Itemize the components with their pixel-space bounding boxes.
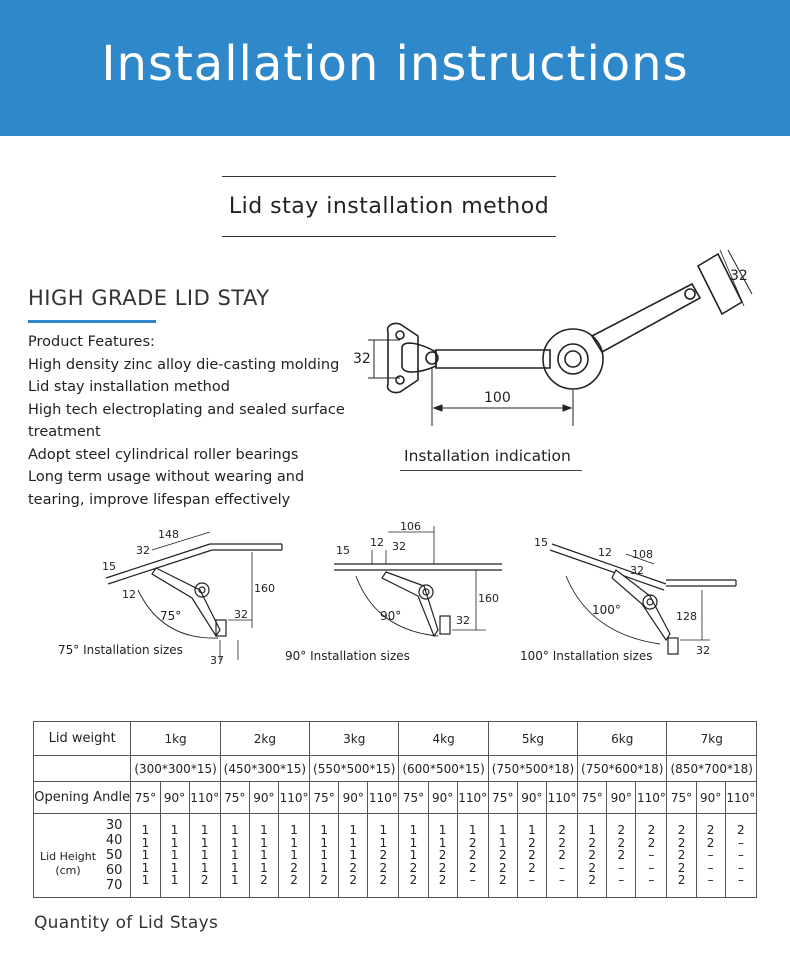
quantity-value: 2 [617,848,626,863]
height-value: 40 [105,832,123,848]
quantity-value: 2 [200,873,209,888]
quantity-value: 1 [499,835,507,850]
quantity-value: – [737,848,744,863]
quantity-value: 1 [438,823,447,838]
dimension-label: 37 [210,654,224,667]
roller-inner [558,344,588,374]
quantity-value: 1 [200,835,209,850]
quantity-stack [429,824,457,886]
quantity-value: 2 [379,848,388,863]
dimension-label: 148 [158,528,179,541]
screw-hole [396,376,404,384]
dims-cell: (750*500*18) [488,756,577,782]
quantity-cell [636,814,667,898]
angle-cell: 75° [578,782,607,814]
quantity-value: 2 [499,873,507,888]
quantity-value: 1 [349,823,358,838]
angle-cell: 75° [131,782,160,814]
quantity-value: – [737,835,744,850]
feature-item: Adopt steel cylindrical roller bearings [28,446,299,463]
quantity-stack [578,824,606,886]
product-heading: HIGH GRADE LID STAY [28,286,270,310]
dimension-label: 15 [336,544,350,557]
angle-cell: 90° [517,782,546,814]
quantity-value: 2 [677,860,686,875]
quantity-value: 1 [320,848,328,863]
quantity-stack [726,824,756,886]
upper-arm [592,284,700,352]
quantity-stack [607,824,635,886]
angle-cell: 110° [546,782,577,814]
quantity-value: 1 [230,873,239,888]
height-value: 60 [105,862,123,878]
quantity-value: – [618,860,625,875]
footer-caption: Quantity of Lid Stays [34,913,219,933]
angle-cell: 90° [696,782,725,814]
quantity-value: 1 [230,823,239,838]
dimension-label: 15 [534,536,548,549]
quantity-cell [399,814,428,898]
quantity-value: 2 [438,860,447,875]
divider [400,470,582,471]
installation-size-label: 100° Installation sizes [520,649,653,663]
quantity-value: 1 [409,848,418,863]
quantity-value: 1 [588,823,596,838]
quantity-value: 1 [170,823,179,838]
angle-label: 75° [160,609,182,623]
quantity-stack [518,824,546,886]
angle-cell: 75° [488,782,517,814]
dimension-label: 32 [630,564,644,577]
quantity-value: 1 [409,823,418,838]
table-row [34,756,757,782]
quantity-value: 2 [349,873,358,888]
quantity-cell [160,814,189,898]
quantity-value: 2 [468,835,477,850]
lower-arm [436,350,550,368]
quantity-value: 1 [230,835,239,850]
page-title: Installation instructions [101,36,689,92]
quantity-value: 1 [170,835,179,850]
quantity-value: 1 [290,835,298,850]
quantity-cell [220,814,249,898]
quantity-value: 1 [260,823,268,838]
dimension-label: 106 [400,520,421,533]
angle-cell: 110° [457,782,488,814]
quantity-stack [161,824,189,886]
dims-cell: (450*300*15) [220,756,309,782]
dimension-label: 15 [102,560,116,573]
quantity-value: 1 [260,860,268,875]
quantity-value: 2 [528,848,536,863]
quantity-stack [279,824,309,886]
quantity-cell [725,814,756,898]
dimension-label: 32 [696,644,710,657]
quantity-cell [696,814,725,898]
quantity-value: 2 [409,860,418,875]
quantity-cell [578,814,607,898]
quantity-cell [189,814,220,898]
quantity-value: 2 [438,848,447,863]
quantity-value: 1 [230,860,239,875]
angle-cell: 110° [725,782,756,814]
quantity-cell [368,814,399,898]
quantity-cell [607,814,636,898]
quantity-value: 2 [438,873,447,888]
angle-label: 90° [380,609,402,623]
quantity-value: 1 [320,860,328,875]
quantity-value: 1 [528,823,536,838]
quantity-value: 2 [617,823,626,838]
quantity-value: 1 [379,835,388,850]
installation-size-label: 75° Installation sizes [58,643,183,657]
angle-cell: 90° [428,782,457,814]
quantity-value: – [707,860,714,875]
quantity-value: 1 [260,835,268,850]
quantity-value: 2 [677,823,686,838]
quantity-value: 1 [320,835,328,850]
bracket-neck [402,343,436,372]
table-row [34,782,757,814]
feature-item: High tech electroplating and sealed surface treatment [28,401,345,440]
quantity-value: 1 [320,823,328,838]
angle-cell: 75° [220,782,249,814]
quantity-value: 2 [320,873,328,888]
table-row [34,814,757,898]
lid-height-values [106,818,123,893]
quantity-value: 2 [409,873,418,888]
section-subtitle: Lid stay installation method [228,194,550,219]
quantity-stack [131,824,159,886]
dimension-label: 32 [730,268,748,284]
quantity-stack [368,824,398,886]
quantity-value: – [707,848,714,863]
quantity-stack [489,824,517,886]
angle-cell: 90° [160,782,189,814]
quantity-value: 2 [588,835,596,850]
quantity-value: 1 [141,823,150,838]
lid-height-cell [34,814,131,898]
heading-accent-bar [28,320,156,323]
dimension-label: 160 [478,592,499,605]
dimension-label: 128 [676,610,697,623]
divider [222,236,556,237]
quantity-value: 1 [438,835,447,850]
installation-indication-label: Installation indication [404,447,571,465]
pivot-bolt [685,289,695,299]
quantity-value: 2 [528,860,536,875]
screw-hole [396,331,404,339]
angle-cell: 75° [310,782,339,814]
install-diagram-90 [326,520,516,655]
quantity-value: 1 [170,860,179,875]
quantity-value: 2 [677,835,686,850]
height-value: 50 [105,847,123,863]
quantity-stack [310,824,338,886]
header-banner [0,0,790,136]
dims-cell: (300*300*15) [131,756,220,782]
quantity-value: 2 [260,873,268,888]
dimension-label: 100 [484,390,511,406]
quantity-value: 1 [200,823,209,838]
feature-item: High density zinc alloy die-casting molding [28,356,340,373]
dimension-label: 32 [136,544,150,557]
quantity-value: – [648,860,655,875]
quantity-value: 2 [647,835,656,850]
quantity-value: 2 [588,848,596,863]
quantity-cell [546,814,577,898]
angle-cell: 110° [368,782,399,814]
opening-angle-header: Opening Andle [34,782,131,814]
roller-core [565,351,581,367]
quantity-value: – [737,860,744,875]
quantity-value: 2 [588,873,596,888]
quantity-value: 1 [141,848,150,863]
quantity-value: – [707,873,714,888]
angle-cell: 90° [607,782,636,814]
quantity-stack [667,824,695,886]
dims-cell: (850*700*18) [667,756,757,782]
feature-list [28,331,348,511]
quantity-cell [249,814,278,898]
feature-item: Long term usage without wearing and tearing, improve lifespan effectively [28,469,305,508]
weight-cell: 2kg [220,722,309,756]
quantity-value: 1 [409,835,418,850]
quantity-value: 2 [617,835,626,850]
quantity-value: 1 [349,835,358,850]
quantity-value: – [559,873,566,888]
lid-stay-quantity-table [33,721,757,898]
angle-cell: 75° [667,782,696,814]
quantity-value: 1 [290,848,298,863]
dimension-label: 12 [370,536,384,549]
quantity-value: 1 [468,823,477,838]
quantity-value: 2 [706,835,715,850]
angle-label: 100° [592,603,621,617]
quantity-value: 2 [558,823,566,838]
dims-cell: (750*600*18) [578,756,667,782]
quantity-value: 2 [468,860,477,875]
weight-cell: 3kg [310,722,399,756]
angle-cell: 110° [189,782,220,814]
table-row [34,722,757,756]
quantity-cell [517,814,546,898]
quantity-value: – [528,873,535,888]
quantity-value: 2 [468,848,477,863]
dimension-label: 108 [632,548,653,561]
dimension-label: 32 [456,614,470,627]
quantity-stack [250,824,278,886]
lid-weight-header: Lid weight [34,722,131,756]
quantity-value: 1 [141,860,150,875]
quantity-cell [131,814,160,898]
quantity-stack [190,824,220,886]
dimension-label: 12 [122,588,136,601]
quantity-value: – [618,873,625,888]
dimension-label: 160 [254,582,275,595]
quantity-stack [697,824,725,886]
quantity-cell [310,814,339,898]
lid-stay-diagram [340,240,770,440]
quantity-stack [458,824,488,886]
quantity-value: – [648,873,655,888]
quantity-value: 2 [558,848,566,863]
dimension-label: 32 [392,540,406,553]
quantity-value: – [648,848,655,863]
quantity-value: 2 [588,860,596,875]
quantity-value: 2 [737,823,745,838]
quantity-value: – [559,860,566,875]
dimension-label: 32 [353,351,371,367]
quantity-value: 2 [558,835,566,850]
height-value: 30 [105,817,123,833]
quantity-stack [547,824,577,886]
quantity-value: 1 [170,848,179,863]
quantity-value: 1 [290,823,298,838]
quantity-value: 2 [379,860,388,875]
quantity-value: 2 [290,860,298,875]
quantity-value: 2 [349,860,358,875]
quantity-stack [339,824,367,886]
dims-cell: (550*500*15) [310,756,399,782]
height-value: 70 [105,877,123,893]
quantity-stack [399,824,427,886]
quantity-value: 2 [677,873,686,888]
quantity-value: 1 [499,823,507,838]
quantity-value: 2 [706,823,715,838]
angle-cell: 90° [339,782,368,814]
quantity-stack [221,824,249,886]
quantity-value: 2 [499,860,507,875]
weight-cell: 4kg [399,722,488,756]
divider [222,176,556,177]
quantity-value: 2 [528,835,536,850]
angle-cell: 75° [399,782,428,814]
quantity-value: 2 [499,848,507,863]
weight-cell: 6kg [578,722,667,756]
quantity-value: – [737,873,744,888]
angle-cell: 90° [249,782,278,814]
dims-cell: (600*500*15) [399,756,488,782]
quantity-value: 1 [141,873,150,888]
quantity-cell [428,814,457,898]
quantity-value: 1 [379,823,388,838]
installation-size-label: 90° Installation sizes [285,649,410,663]
quantity-value: 2 [290,873,298,888]
quantity-value: – [469,873,476,888]
feature-item: Product Features: [28,334,155,350]
quantity-value: 1 [349,848,358,863]
quantity-cell [278,814,309,898]
quantity-cell [339,814,368,898]
quantity-cell [667,814,696,898]
quantity-value: 2 [379,873,388,888]
quantity-value: 2 [647,823,656,838]
feature-item: Lid stay installation method [28,379,230,395]
angle-cell: 110° [278,782,309,814]
weight-cell: 5kg [488,722,577,756]
quantity-cell [488,814,517,898]
quantity-value: 1 [170,873,179,888]
quantity-value: 2 [677,848,686,863]
quantity-value: 1 [141,835,150,850]
weight-cell: 7kg [667,722,757,756]
quantity-value: 1 [200,848,209,863]
quantity-cell [457,814,488,898]
empty-cell [34,756,131,782]
quantity-value: 1 [230,848,239,863]
quantity-stack [636,824,666,886]
dimension-label: 32 [234,608,248,621]
install-diagram-100 [530,524,760,664]
dimension-label: 12 [598,546,612,559]
quantity-value: 1 [260,848,268,863]
weight-cell: 1kg [131,722,220,756]
quantity-value: 1 [200,860,209,875]
lid-height-label: Lid Height (cm) [40,849,97,877]
angle-cell: 110° [636,782,667,814]
